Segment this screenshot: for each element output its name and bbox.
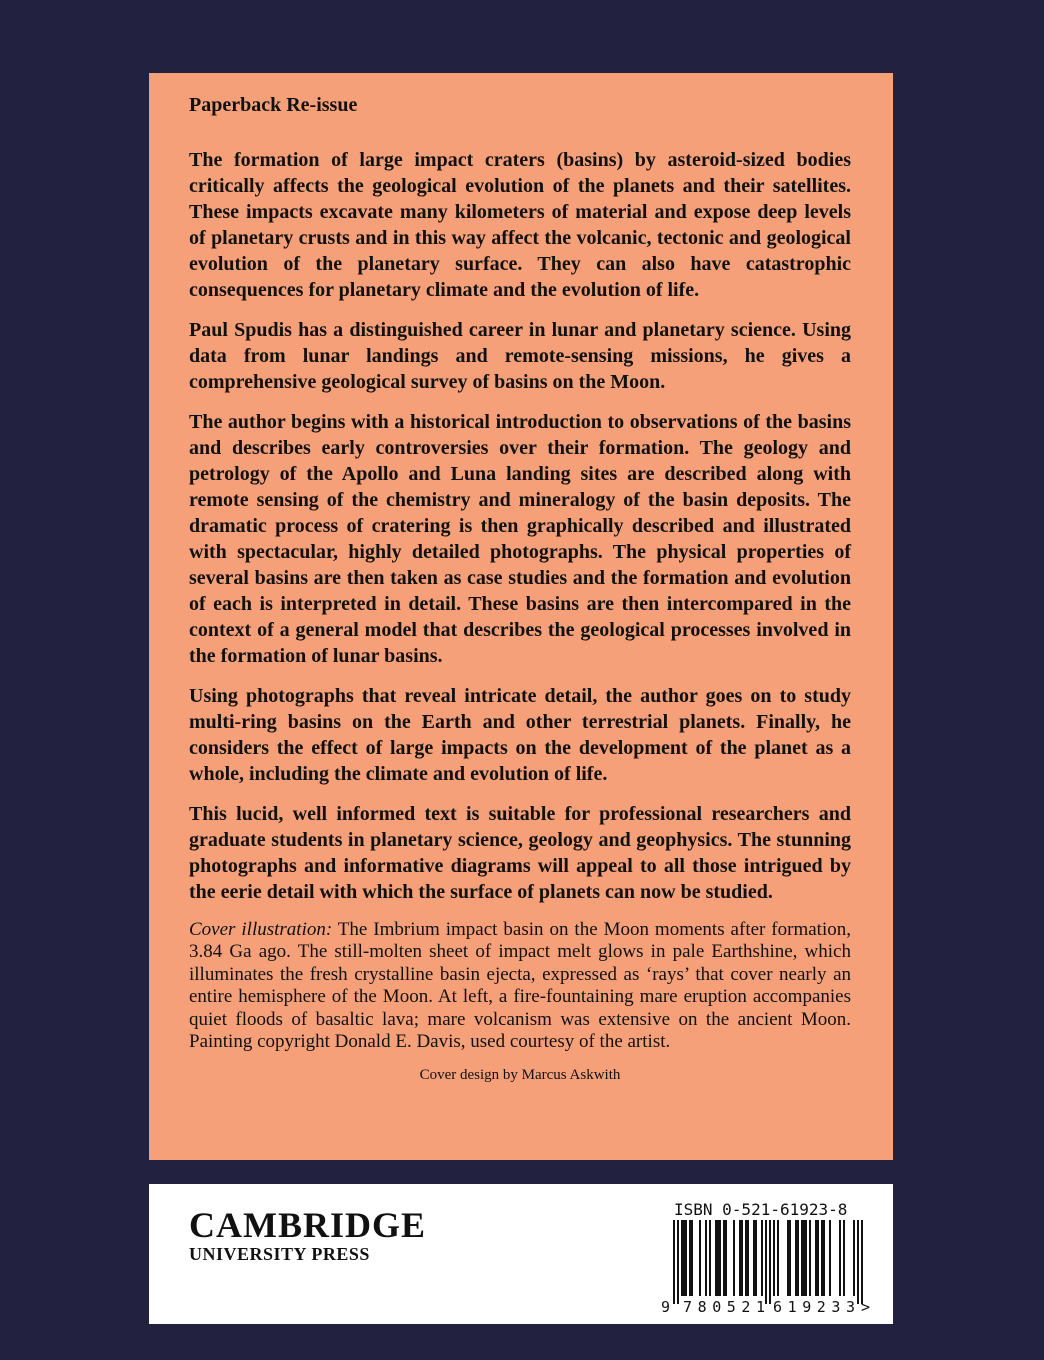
barcode-bar <box>677 1220 679 1304</box>
barcode-bar <box>681 1220 683 1296</box>
barcode-bar <box>777 1220 779 1296</box>
cover-illustration-text: The Imbrium impact basin on the Moon moments after formation, 3.84 Ga ago. The still-molten sheet of impact melt glows in pale Earthshine, which illuminates the fresh crystalline basin ejecta, expressed as ‘rays’ that cover nearly an entire hemisphere of the Moon. At left, a fire-fountaining mare eruption accompanies quiet floods of basaltic lava; mare volcanism was extensive on the ancient Moon. Painting copyright Donald E. Davis, used courtesy of the artist. <box>189 919 851 1053</box>
publisher-footer <box>149 1184 893 1324</box>
barcode-left-digits: 780521 <box>683 1298 765 1316</box>
barcode-bar <box>853 1220 855 1296</box>
barcode-bar <box>689 1220 691 1296</box>
cover-design-credit: Cover design by Marcus Askwith <box>419 1067 621 1084</box>
publisher-logo <box>189 1206 426 1264</box>
barcode-bar <box>755 1220 757 1296</box>
back-cover-panel <box>149 73 893 1160</box>
barcode-bar <box>741 1220 743 1296</box>
barcode-bar <box>789 1220 791 1296</box>
barcode-bar <box>673 1220 675 1304</box>
barcode-bar <box>691 1220 693 1296</box>
barcode-marker: > <box>861 1298 871 1316</box>
barcode-bar <box>795 1220 797 1296</box>
barcode-bar <box>829 1220 831 1296</box>
barcode-bar <box>715 1220 717 1296</box>
barcode-bar <box>725 1220 727 1296</box>
barcode-bar <box>839 1220 841 1296</box>
barcode-bar <box>745 1220 747 1296</box>
author-paragraph: Paul Spudis has a distinguished career in lunar and planetary science. Using data from lunar landings and remote-sensing missions, he gives a comprehensive geological survey of basins on the Moon. <box>189 319 851 393</box>
barcode <box>659 1220 874 1316</box>
barcode-bar <box>683 1220 685 1296</box>
barcode-bar <box>803 1220 805 1296</box>
barcode-bar <box>857 1220 859 1304</box>
cover-illustration-credit <box>189 919 851 1053</box>
barcode-bar <box>773 1220 775 1296</box>
barcode-bar <box>753 1220 755 1296</box>
barcode-bar <box>709 1220 711 1296</box>
barcode-bar <box>787 1220 789 1296</box>
barcode-bar <box>797 1220 799 1296</box>
barcode-bar <box>733 1220 735 1296</box>
barcode-bar <box>685 1220 687 1296</box>
barcode-bar <box>739 1220 741 1296</box>
barcode-bar <box>765 1220 767 1304</box>
barcode-bar <box>861 1220 863 1304</box>
barcode-right-digits: 619233 <box>773 1298 855 1316</box>
barcode-bar <box>719 1220 721 1296</box>
barcode-bar <box>723 1220 725 1296</box>
barcode-bar <box>717 1220 719 1296</box>
content-paragraph-2: Using photographs that reveal intricate detail, the author goes on to study multi-ring basins on the Earth and other terrestrial planets. Finally, he considers the effect of large impacts on the development of the planet as a whole, including the climate and evolution of life. <box>189 685 851 785</box>
reissue-label: Paperback Re-issue <box>189 94 358 116</box>
barcode-bar <box>699 1220 701 1296</box>
barcode-bar <box>823 1220 825 1296</box>
barcode-bar <box>815 1220 817 1296</box>
barcode-bar <box>821 1220 823 1296</box>
barcode-bar <box>747 1220 749 1296</box>
publisher-subtitle: UNIVERSITY PRESS <box>189 1244 370 1264</box>
isbn-number: ISBN 0-521-61923-8 <box>674 1200 848 1219</box>
cover-illustration-lead: Cover illustration: <box>189 919 333 940</box>
description-paragraph: The formation of large impact craters (basins) by asteroid-sized bodies critically affects the geological evolution of the planets and their satellites. These impacts excavate many kilometers of material and expose deep levels of planetary crusts and in this way affect the volcanic, tectonic and geological evolution of the planetary surface. They can also have catastrophic consequences for planetary climate and the evolution of life. <box>189 149 851 301</box>
barcode-bar <box>805 1220 807 1296</box>
barcode-bar <box>817 1220 819 1296</box>
barcode-bar <box>843 1220 845 1296</box>
barcode-bar <box>705 1220 707 1296</box>
audience-paragraph: This lucid, well informed text is suitable for professional researchers and graduate students in planetary science, geology and geophysics. The stunning photographs and informative diagrams will appeal to all those intrigued by the eerie detail with which the surface of planets can now be studied. <box>189 803 851 903</box>
barcode-first-digit: 9 <box>661 1298 671 1316</box>
barcode-bar <box>761 1220 763 1296</box>
barcode-bar <box>801 1220 803 1296</box>
publisher-name: CAMBRIDGE <box>189 1205 427 1245</box>
barcode-bar <box>809 1220 811 1296</box>
content-paragraph: The author begins with a historical introduction to observations of the basins and describes early controversies over their formation. The geology and petrology of the Apollo and Luna landing sites are described along with remote sensing of the chemistry and mineralogy of the basin deposits. The dramatic process of cratering is then graphically described and illustrated with spectacular, highly detailed photographs. The physical properties of several basins are then taken as case studies and the formation and evolution of each is interpreted in detail. These basins are then intercompared in the context of a general model that describes the geological processes involved in the formation of lunar basins. <box>189 411 851 667</box>
barcode-bar <box>769 1220 771 1304</box>
